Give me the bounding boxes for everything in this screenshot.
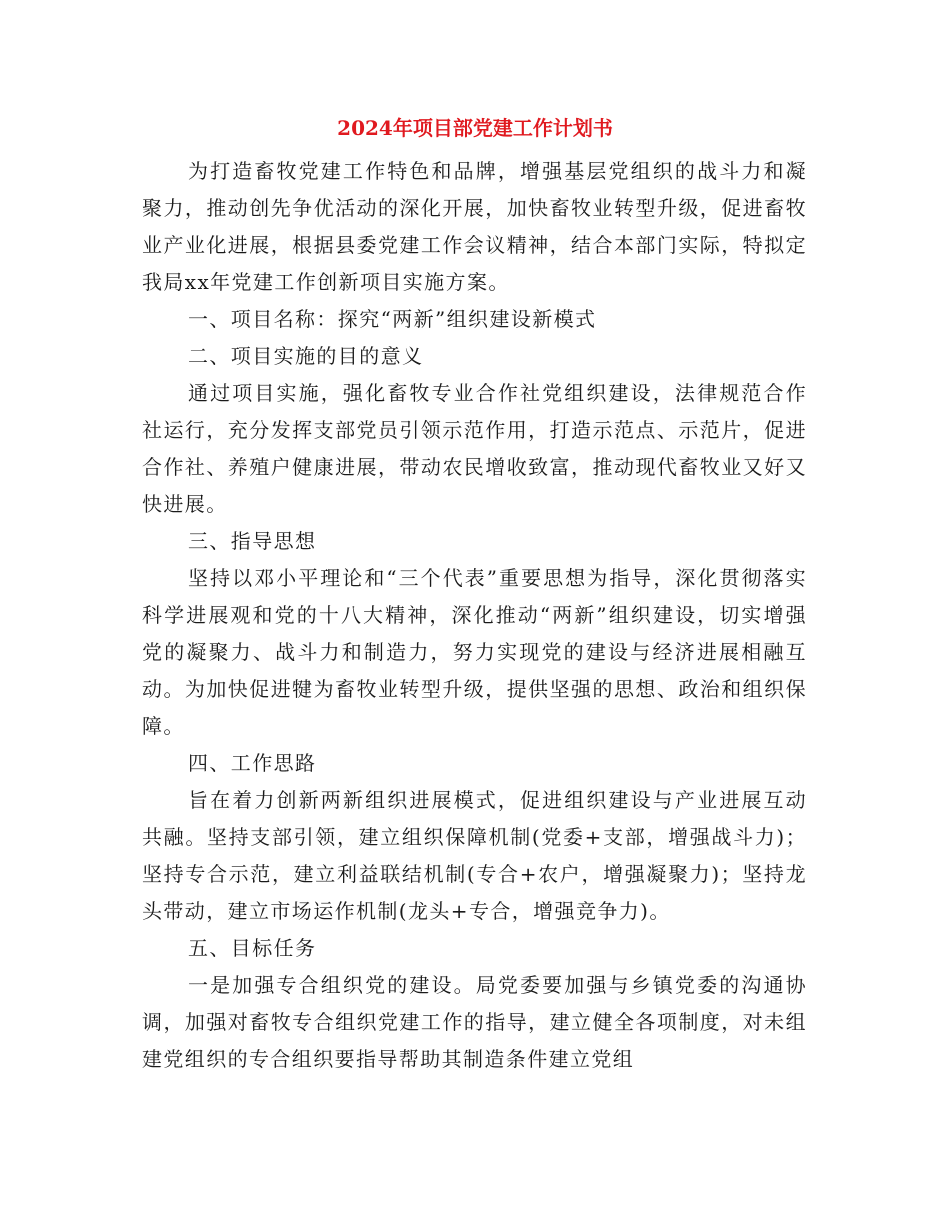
section-heading-work-approach: 四、工作思路: [188, 751, 317, 775]
document-title: 2024年项目部党建工作计划书: [337, 116, 613, 140]
purpose-paragraph: 通过项目实施，强化畜牧专业合作社党组织建设，法律规范合作社运行，充分发挥支部党员引领示范作用，打造示范点、示范片，促进合作社、养殖户健康进展，带动农民增收致富，推动现代畜牧业又好又快进展。: [142, 381, 807, 516]
intro-paragraph: 为打造畜牧党建工作特色和品牌，增强基层党组织的战斗力和凝聚力，推动创先争优活动的深化开展，加快畜牧业转型升级，促进畜牧业产业化进展，根据县委党建工作会议精神，结合本部门实际，特拟定我局xx年党建工作创新项目实施方案。: [142, 159, 807, 294]
goals-paragraph: 一是加强专合组织党的建设。局党委要加强与乡镇党委的沟通协调，加强对畜牧专合组织党建工作的指导，建立健全各项制度，对未组建党组织的专合组织要指导帮助其制造条件建立党组: [142, 973, 807, 1071]
work-approach-paragraph: 旨在着力创新两新组织进展模式，促进组织建设与产业进展互动共融。坚持支部引领，建立组织保障机制(党委+支部，增强战斗力)；坚持专合示范，建立利益联结机制(专合+农户，增强凝聚力)；坚持龙头带动，建立市场运作机制(龙头+专合，增强竞争力)。: [142, 788, 807, 923]
section-heading-goals: 五、目标任务: [188, 936, 317, 960]
section-heading-project-name: 一、项目名称：探究“两新”组织建设新模式: [188, 307, 597, 331]
document-body: [142, 153, 807, 1078]
section-heading-guiding-ideology: 三、指导思想: [188, 529, 317, 553]
section-heading-purpose: 二、项目实施的目的意义: [188, 344, 424, 368]
guiding-ideology-paragraph: 坚持以邓小平理论和“三个代表”重要思想为指导，深化贯彻落实科学进展观和党的十八大精神，深化推动“两新”组织建设，切实增强党的凝聚力、战斗力和制造力，努力实现党的建设与经济进展相融互动。为加快促进犍为畜牧业转型升级，提供坚强的思想、政治和组织保障。: [142, 566, 807, 738]
